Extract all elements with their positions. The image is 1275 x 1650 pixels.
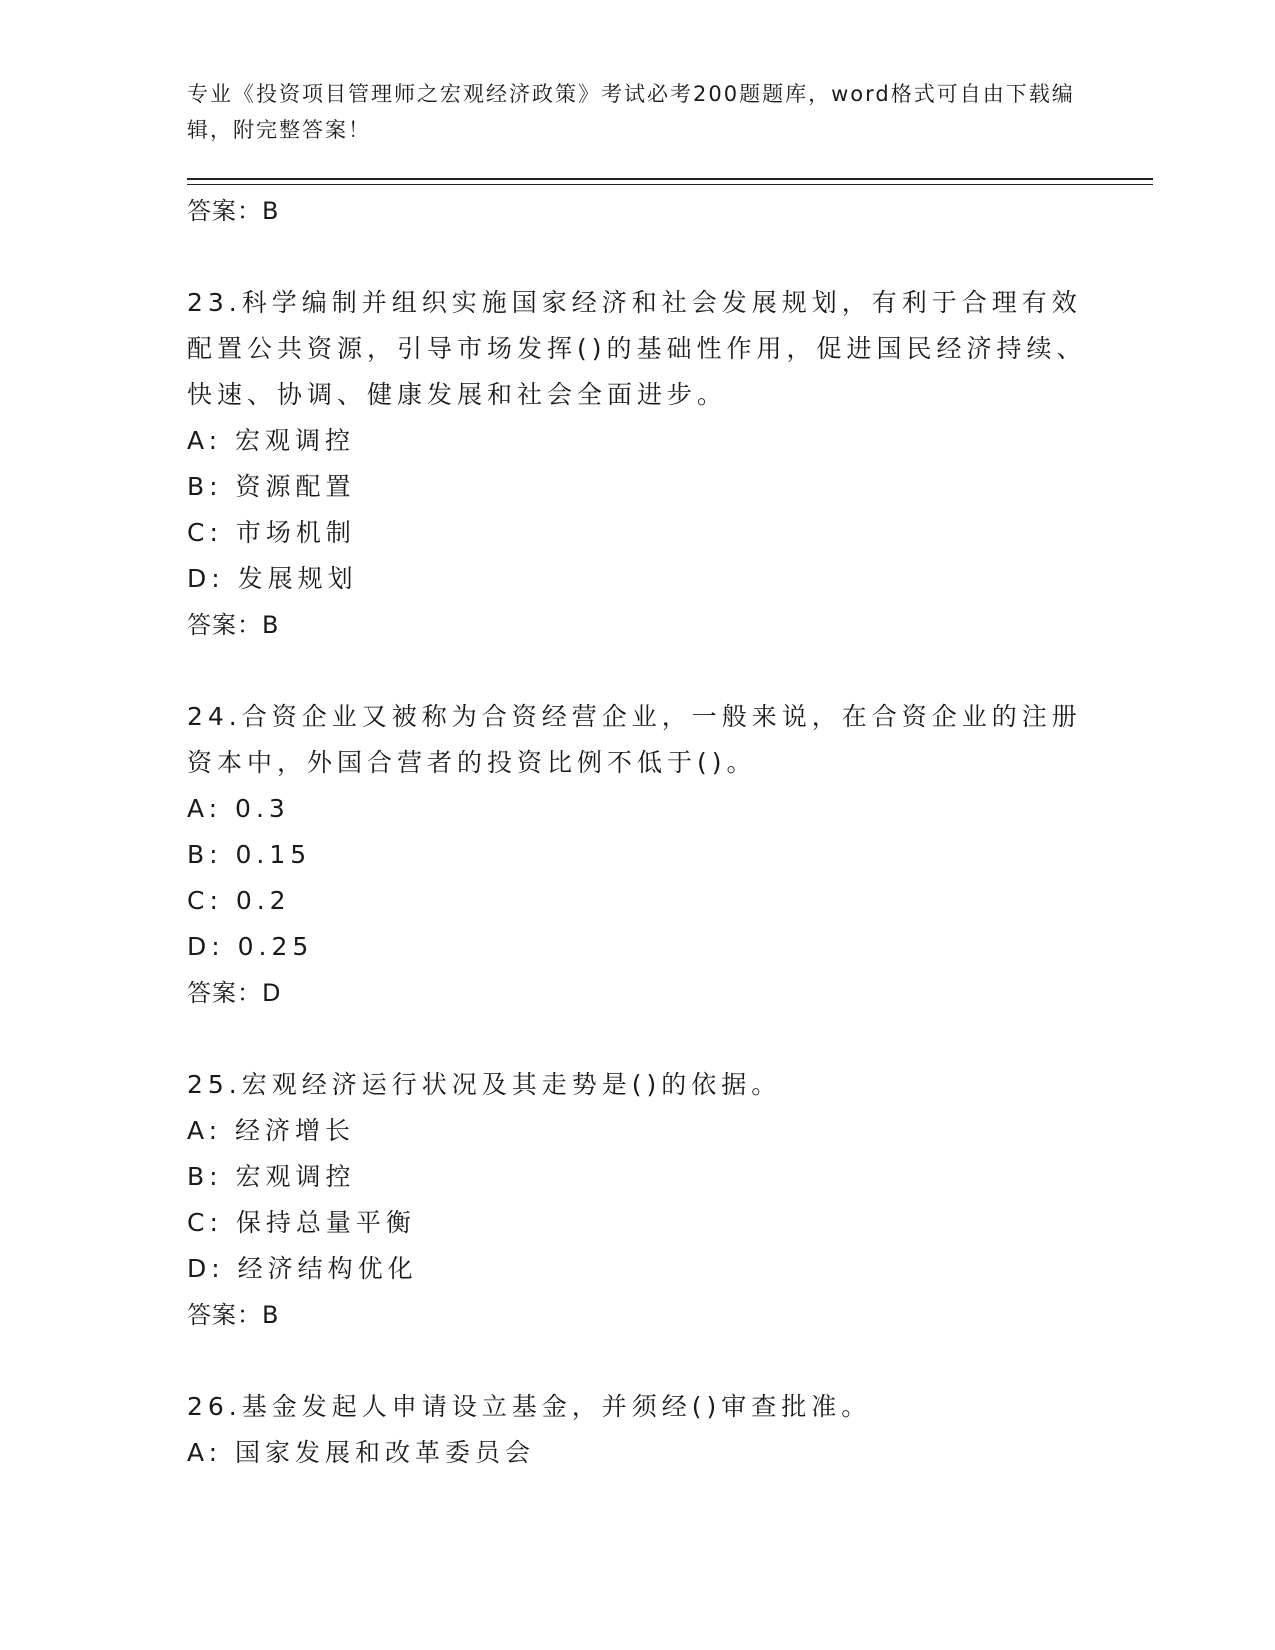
option-b: B: 资源配置 (187, 472, 356, 501)
option-c: C: 保持总量平衡 (187, 1208, 416, 1237)
option-d: D: 0.25 (187, 932, 314, 961)
question-stem: 25.宏观经济运行状况及其走势是()的依据。 (187, 1070, 782, 1099)
option-c: C: 市场机制 (187, 518, 356, 547)
answer-line: 答案：B (187, 1301, 280, 1329)
question-stem: 23.科学编制并组织实施国家经济和社会发展规划，有利于合理有效配置公共资源，引导市场发挥()的基础性作用，促进国民经济持续、快速、协调、健康发展和社会全面进步。 (187, 288, 1087, 409)
question-block (187, 694, 1087, 1016)
answer-line: 答案：B (187, 197, 280, 225)
answer-line: 答案：B (187, 611, 280, 639)
header-divider-thin (187, 184, 1153, 185)
answer-line: 答案：D (187, 979, 282, 1007)
question-stem: 24.合资企业又被称为合资经营企业，一般来说，在合资企业的注册资本中，外国合营者的投资比例不低于()。 (187, 702, 1082, 777)
question-block (187, 1384, 1087, 1476)
option-d: D: 发展规划 (187, 564, 358, 593)
question-list (187, 188, 1087, 1476)
option-b: B: 宏观调控 (187, 1162, 356, 1191)
question-block (187, 280, 1087, 648)
question-stem: 26.基金发起人申请设立基金，并须经()审查批准。 (187, 1392, 872, 1421)
question-block (187, 1062, 1087, 1338)
document-header: 专业《投资项目管理师之宏观经济政策》考试必考200题题库，word格式可自由下载编辑，附完整答案！ (187, 82, 1075, 142)
option-d: D: 经济结构优化 (187, 1254, 418, 1283)
option-c: C: 0.2 (187, 886, 291, 915)
option-a: A: 国家发展和改革委员会 (187, 1438, 536, 1467)
option-a: A: 0.3 (187, 794, 290, 823)
option-a: A: 宏观调控 (187, 426, 356, 455)
option-b: B: 0.15 (187, 840, 312, 869)
option-a: A: 经济增长 (187, 1116, 356, 1145)
header-divider-thick (187, 178, 1153, 180)
